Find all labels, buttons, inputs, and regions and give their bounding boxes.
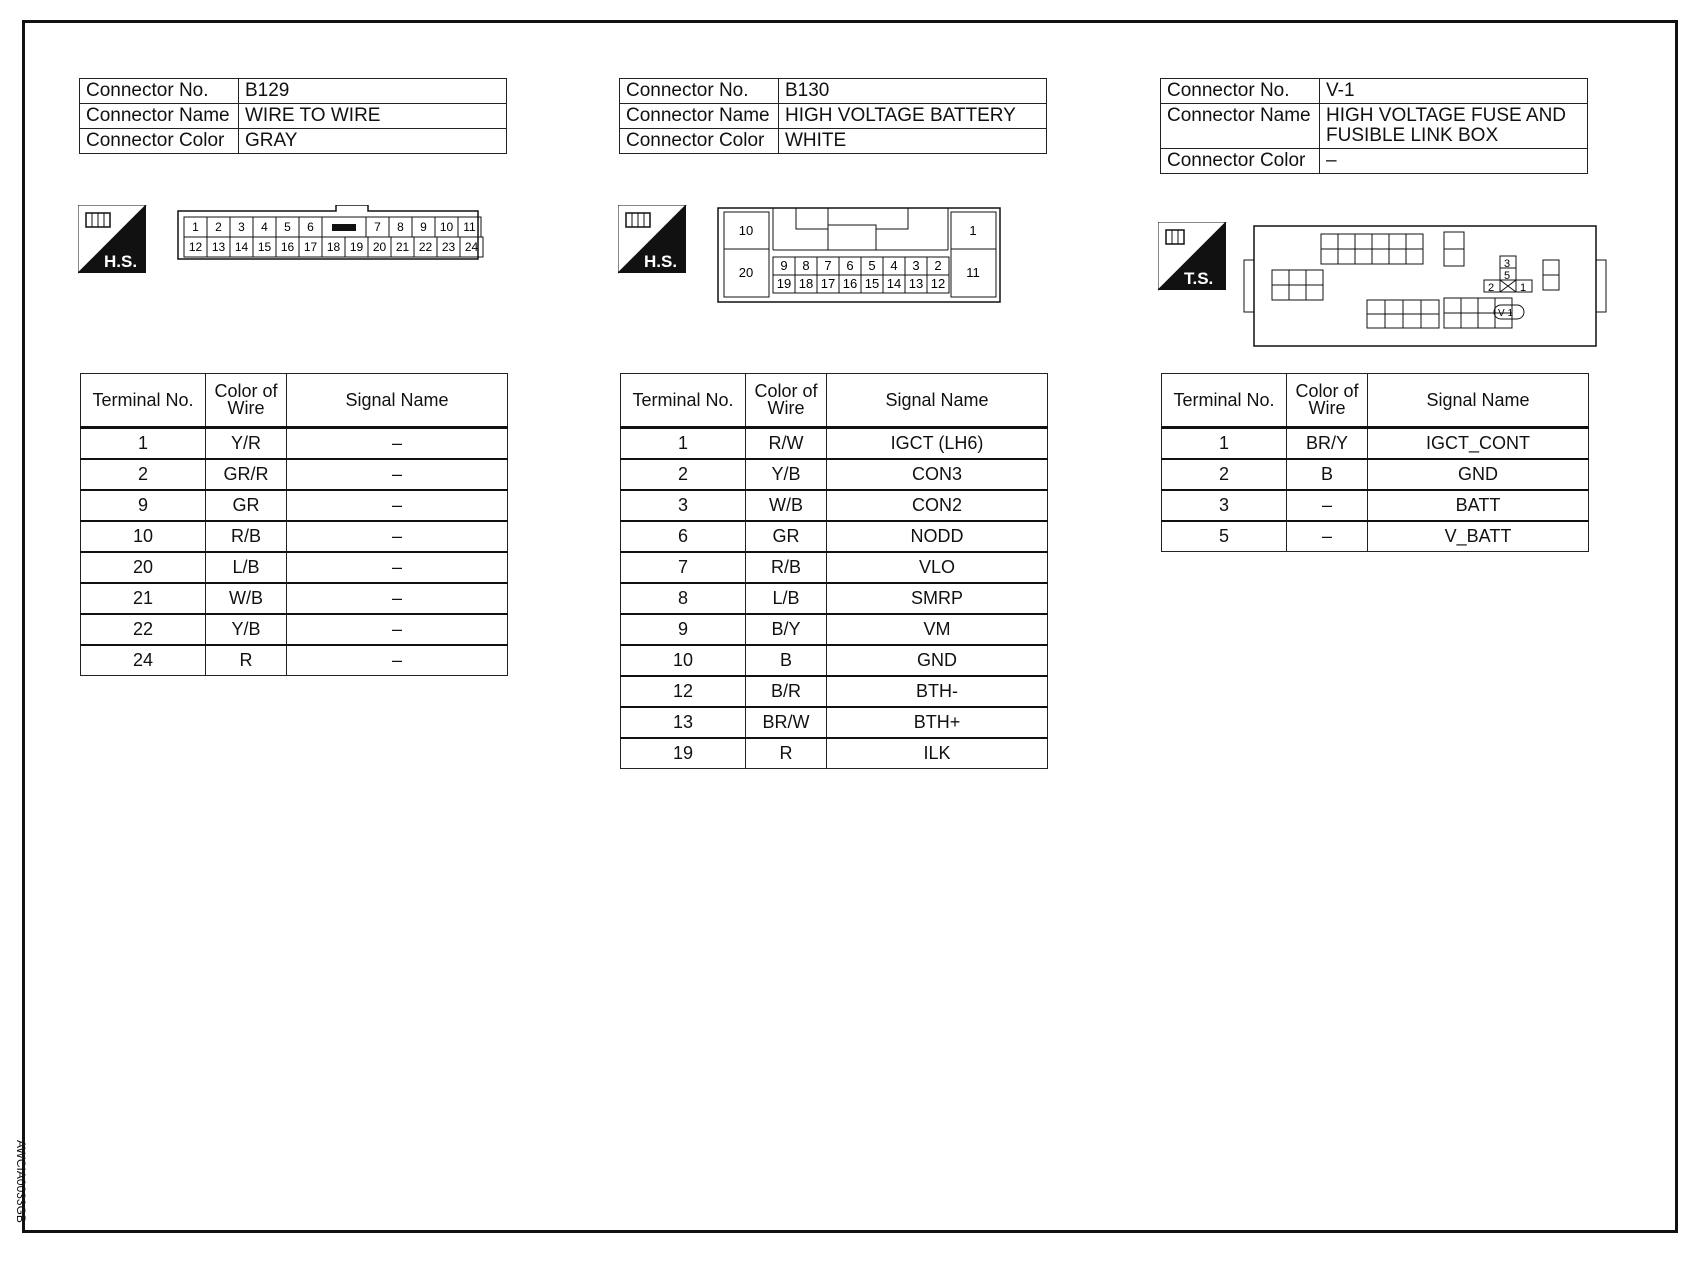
signal-name-cell: IGCT (LH6) bbox=[827, 428, 1048, 460]
signal-name-cell: – bbox=[287, 459, 508, 490]
header-terminal: Terminal No. bbox=[1162, 374, 1287, 428]
wire-color-cell: BR/Y bbox=[1287, 428, 1368, 460]
terminal-cell: 3 bbox=[1162, 490, 1287, 521]
wire-color-cell: R/B bbox=[206, 521, 287, 552]
terminal-cell: 3 bbox=[621, 490, 746, 521]
terminal-cell: 1 bbox=[621, 428, 746, 460]
connector-color-value: WHITE bbox=[779, 129, 1047, 154]
wire-color-cell: R/W bbox=[746, 428, 827, 460]
pin-label: 19 bbox=[776, 276, 792, 291]
terminal-cell: 19 bbox=[621, 738, 746, 769]
terminal-cell: 9 bbox=[621, 614, 746, 645]
signal-name-cell: CON2 bbox=[827, 490, 1048, 521]
connector-no-value: B129 bbox=[239, 79, 507, 104]
pin-label: 12 bbox=[930, 276, 946, 291]
pin-label: 2 bbox=[215, 220, 222, 234]
terminal-cell: 1 bbox=[81, 428, 206, 460]
connector-no-value: V-1 bbox=[1320, 79, 1588, 104]
terminal-cell: 5 bbox=[1162, 521, 1287, 552]
terminal-table-v1 bbox=[1161, 373, 1589, 552]
label-connector-no: Connector No. bbox=[620, 79, 779, 104]
header-signal: Signal Name bbox=[287, 374, 508, 428]
wire-color-cell: GR/R bbox=[206, 459, 287, 490]
wire-color-cell: R bbox=[206, 645, 287, 676]
connector-face-b130 bbox=[618, 205, 1018, 305]
header-terminal: Terminal No. bbox=[81, 374, 206, 428]
wire-color-cell: – bbox=[1287, 521, 1368, 552]
terminal-cell: 2 bbox=[621, 459, 746, 490]
signal-name-cell: – bbox=[287, 645, 508, 676]
signal-name-cell: VM bbox=[827, 614, 1048, 645]
v1-pin-3: 3 bbox=[1504, 258, 1511, 270]
wire-color-cell: GR bbox=[746, 521, 827, 552]
label-connector-no: Connector No. bbox=[1161, 79, 1320, 104]
terminal-cell: 21 bbox=[81, 583, 206, 614]
pin-label: 24 bbox=[464, 240, 479, 254]
signal-name-cell: BTH- bbox=[827, 676, 1048, 707]
hs-view-icon bbox=[618, 205, 686, 273]
signal-name-cell: – bbox=[287, 583, 508, 614]
signal-name-cell: – bbox=[287, 552, 508, 583]
pin-label: 16 bbox=[842, 276, 858, 291]
table-row bbox=[621, 583, 1048, 614]
pin-label: 17 bbox=[820, 276, 836, 291]
table-row bbox=[1162, 490, 1589, 521]
label-connector-color: Connector Color bbox=[80, 129, 239, 154]
pin-label: 10 bbox=[738, 223, 754, 238]
connector-info-v1 bbox=[1160, 78, 1588, 174]
pin-label: 2 bbox=[934, 258, 942, 273]
wire-color-cell: R bbox=[746, 738, 827, 769]
wire-color-cell: B/Y bbox=[746, 614, 827, 645]
table-row bbox=[81, 614, 508, 645]
header-wire-color: Color of Wire bbox=[1287, 374, 1368, 428]
label-connector-name: Connector Name bbox=[1161, 104, 1320, 149]
table-row bbox=[81, 583, 508, 614]
b129-pin-grid bbox=[178, 205, 483, 259]
pin-label: 11 bbox=[966, 265, 980, 280]
wire-color-cell: BR/W bbox=[746, 707, 827, 738]
connector-info-b129 bbox=[79, 78, 507, 154]
wire-color-cell: GR bbox=[206, 490, 287, 521]
view-label: H.S. bbox=[104, 252, 138, 271]
pin-label: 23 bbox=[441, 240, 456, 254]
table-row bbox=[621, 707, 1048, 738]
connector-color-value: GRAY bbox=[239, 129, 507, 154]
wire-color-cell: Y/B bbox=[746, 459, 827, 490]
terminal-cell: 9 bbox=[81, 490, 206, 521]
table-row bbox=[81, 490, 508, 521]
terminal-cell: 10 bbox=[81, 521, 206, 552]
table-row bbox=[1162, 428, 1589, 460]
terminal-table-b129 bbox=[80, 373, 508, 676]
ts-view-icon bbox=[1158, 222, 1226, 290]
pin-label: 9 bbox=[780, 258, 788, 273]
connector-face-b129 bbox=[78, 205, 498, 275]
signal-name-cell: NODD bbox=[827, 521, 1048, 552]
connector-name-value: WIRE TO WIRE bbox=[239, 104, 507, 129]
pin-label: 8 bbox=[397, 220, 404, 234]
table-row bbox=[1162, 521, 1589, 552]
label-connector-color: Connector Color bbox=[620, 129, 779, 154]
header-signal: Signal Name bbox=[827, 374, 1048, 428]
view-label: H.S. bbox=[644, 252, 678, 271]
table-row bbox=[621, 645, 1048, 676]
signal-name-cell: GND bbox=[1368, 459, 1589, 490]
wire-color-cell: W/B bbox=[206, 583, 287, 614]
connector-color-value: – bbox=[1320, 149, 1588, 174]
pin-label: 15 bbox=[257, 240, 272, 254]
view-label: T.S. bbox=[1184, 269, 1214, 288]
signal-name-cell: BATT bbox=[1368, 490, 1589, 521]
label-connector-no: Connector No. bbox=[80, 79, 239, 104]
table-row bbox=[621, 738, 1048, 769]
terminal-cell: 8 bbox=[621, 583, 746, 614]
pin-label: 7 bbox=[824, 258, 832, 273]
table-row bbox=[621, 614, 1048, 645]
signal-name-cell: CON3 bbox=[827, 459, 1048, 490]
table-row bbox=[621, 428, 1048, 460]
pin-label: 6 bbox=[846, 258, 854, 273]
pin-label: 7 bbox=[374, 220, 381, 234]
pin-label: 18 bbox=[326, 240, 341, 254]
signal-name-cell: – bbox=[287, 428, 508, 460]
pin-label: 3 bbox=[912, 258, 920, 273]
table-row bbox=[621, 490, 1048, 521]
header-signal: Signal Name bbox=[1368, 374, 1589, 428]
table-row bbox=[81, 459, 508, 490]
pin-label: 8 bbox=[802, 258, 810, 273]
v1-terminal-group bbox=[1484, 256, 1532, 319]
wire-color-cell: L/B bbox=[746, 583, 827, 614]
signal-name-cell: SMRP bbox=[827, 583, 1048, 614]
pin-label: 6 bbox=[307, 220, 314, 234]
v1-pin-2: 2 bbox=[1488, 282, 1495, 294]
pin-label: 12 bbox=[188, 240, 203, 254]
pin-label: 20 bbox=[372, 240, 387, 254]
table-row bbox=[81, 552, 508, 583]
connector-info-b130 bbox=[619, 78, 1047, 154]
terminal-cell: 1 bbox=[1162, 428, 1287, 460]
table-row bbox=[81, 521, 508, 552]
b130-pin-grid bbox=[718, 208, 1000, 302]
wire-color-cell: Y/B bbox=[206, 614, 287, 645]
pin-label: 3 bbox=[238, 220, 245, 234]
wire-color-cell: L/B bbox=[206, 552, 287, 583]
label-connector-name: Connector Name bbox=[620, 104, 779, 129]
wire-color-cell: W/B bbox=[746, 490, 827, 521]
label-connector-name: Connector Name bbox=[80, 104, 239, 129]
pin-label: 1 bbox=[192, 220, 199, 234]
wire-color-cell: B bbox=[1287, 459, 1368, 490]
signal-name-cell: ILK bbox=[827, 738, 1048, 769]
pin-label: 1 bbox=[969, 223, 977, 238]
table-row bbox=[81, 428, 508, 460]
table-row bbox=[81, 645, 508, 676]
pin-label: 13 bbox=[211, 240, 226, 254]
pin-label: 16 bbox=[280, 240, 295, 254]
terminal-cell: 6 bbox=[621, 521, 746, 552]
pin-label: 11 bbox=[463, 220, 476, 234]
pin-label: 17 bbox=[303, 240, 318, 254]
v1-pin-5: 5 bbox=[1504, 270, 1511, 282]
v1-tag: V-1 bbox=[1498, 308, 1514, 319]
connector-no-value: B130 bbox=[779, 79, 1047, 104]
pin-label: 5 bbox=[284, 220, 291, 234]
wire-color-cell: B/R bbox=[746, 676, 827, 707]
table-row bbox=[621, 459, 1048, 490]
wire-color-cell: R/B bbox=[746, 552, 827, 583]
pin-label: 21 bbox=[395, 240, 410, 254]
header-wire-color: Color of Wire bbox=[206, 374, 287, 428]
signal-name-cell: IGCT_CONT bbox=[1368, 428, 1589, 460]
pin-label: 9 bbox=[420, 220, 427, 234]
terminal-cell: 12 bbox=[621, 676, 746, 707]
pin-label: 15 bbox=[864, 276, 880, 291]
terminal-cell: 2 bbox=[81, 459, 206, 490]
pin-label: 4 bbox=[890, 258, 898, 273]
hs-view-icon bbox=[78, 205, 146, 273]
signal-name-cell: – bbox=[287, 521, 508, 552]
pin-label: 5 bbox=[868, 258, 876, 273]
pin-label: 18 bbox=[798, 276, 814, 291]
pin-label: 20 bbox=[738, 265, 754, 280]
connector-face-v1 bbox=[1158, 222, 1618, 350]
v1-pin-1: 1 bbox=[1520, 282, 1527, 294]
terminal-cell: 20 bbox=[81, 552, 206, 583]
wire-color-cell: – bbox=[1287, 490, 1368, 521]
label-connector-color: Connector Color bbox=[1161, 149, 1320, 174]
header-terminal: Terminal No. bbox=[621, 374, 746, 428]
header-wire-color: Color of Wire bbox=[746, 374, 827, 428]
signal-name-cell: – bbox=[287, 490, 508, 521]
table-row bbox=[1162, 459, 1589, 490]
pin-label: 10 bbox=[439, 220, 454, 234]
pin-label: 13 bbox=[908, 276, 924, 291]
connector-name-value: HIGH VOLTAGE BATTERY bbox=[779, 104, 1047, 129]
signal-name-cell: GND bbox=[827, 645, 1048, 676]
pin-label: 14 bbox=[234, 240, 249, 254]
pin-label: 4 bbox=[261, 220, 268, 234]
table-row bbox=[621, 676, 1048, 707]
connector-name-value: HIGH VOLTAGE FUSE AND FUSIBLE LINK BOX bbox=[1320, 104, 1588, 149]
wire-color-cell: Y/R bbox=[206, 428, 287, 460]
terminal-table-b130 bbox=[620, 373, 1048, 769]
wire-color-cell: B bbox=[746, 645, 827, 676]
pin-label: 22 bbox=[418, 240, 433, 254]
terminal-cell: 13 bbox=[621, 707, 746, 738]
terminal-cell: 2 bbox=[1162, 459, 1287, 490]
table-row bbox=[621, 552, 1048, 583]
pin-label: 19 bbox=[349, 240, 364, 254]
terminal-cell: 24 bbox=[81, 645, 206, 676]
pin-label: 14 bbox=[886, 276, 902, 291]
table-row bbox=[621, 521, 1048, 552]
figure-code: AWCIA0033GB bbox=[14, 1140, 28, 1223]
signal-name-cell: VLO bbox=[827, 552, 1048, 583]
terminal-cell: 10 bbox=[621, 645, 746, 676]
signal-name-cell: V_BATT bbox=[1368, 521, 1589, 552]
terminal-cell: 22 bbox=[81, 614, 206, 645]
signal-name-cell: BTH+ bbox=[827, 707, 1048, 738]
terminal-cell: 7 bbox=[621, 552, 746, 583]
signal-name-cell: – bbox=[287, 614, 508, 645]
